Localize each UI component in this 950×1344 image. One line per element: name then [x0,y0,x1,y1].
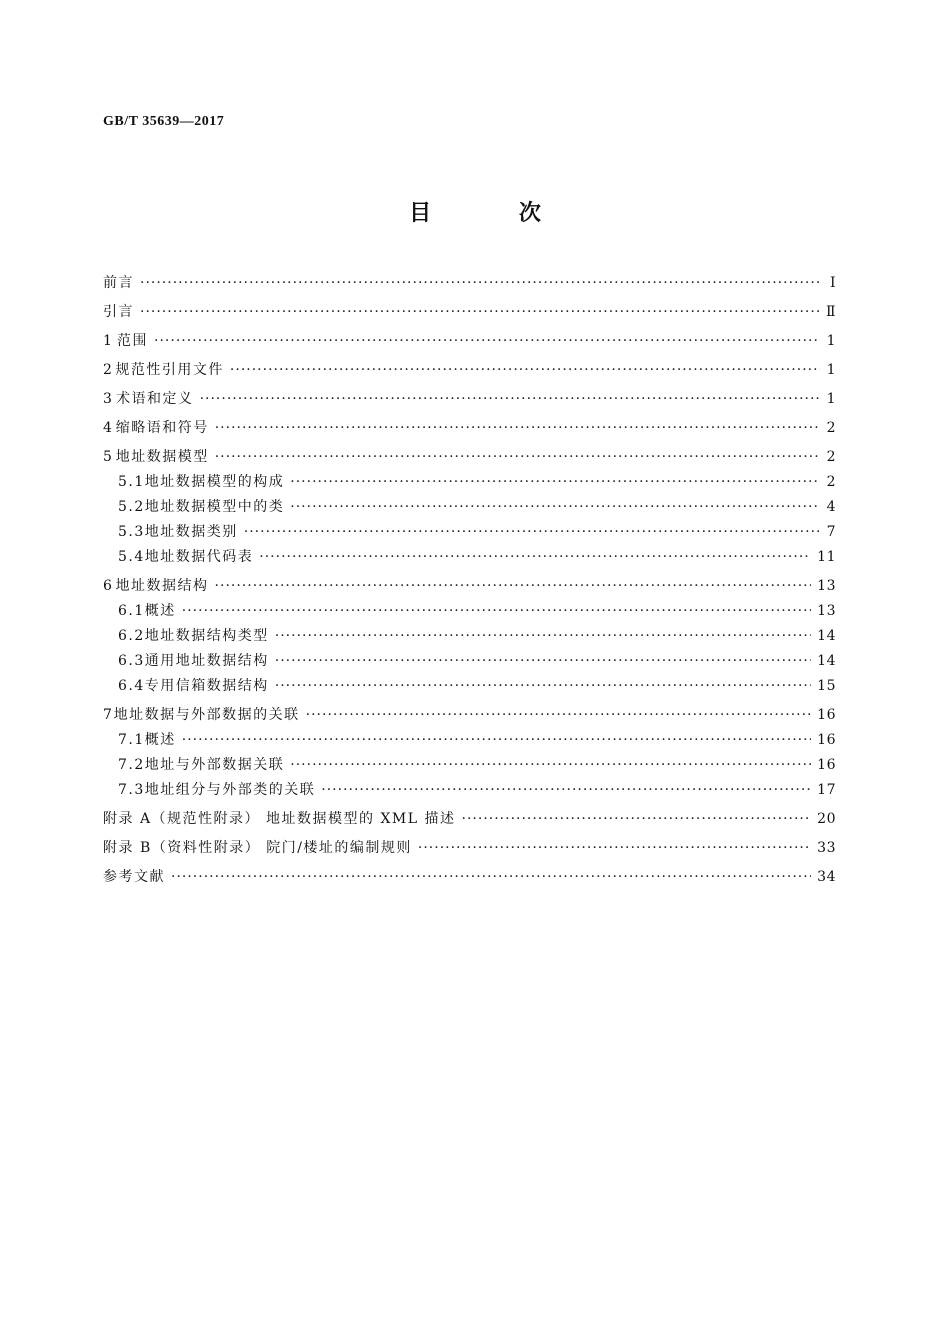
dot-leader [230,362,820,378]
dot-leader [140,275,820,291]
toc-entry-page: 7 [826,524,836,540]
dot-leader [259,549,811,565]
toc-entry[interactable] [103,754,836,772]
toc-entry-label: 地址数据模型的构成 [144,474,285,490]
dot-leader [200,391,820,407]
toc-entry-page: 2 [826,449,836,465]
toc-entry[interactable] [103,779,836,797]
toc-entry[interactable] [103,625,836,643]
toc-entry-label: 附录 A（规范性附录） 地址数据模型的 XML 描述 [103,811,456,827]
toc-entry-number: 5.4 [118,549,145,565]
toc-entry-page: 13 [817,603,836,619]
toc-entry-label: 地址数据代码表 [144,549,254,565]
toc-entry-page: 13 [817,578,836,594]
toc-entry[interactable] [103,808,836,826]
toc-entry-page: 33 [817,840,836,856]
toc-entry[interactable] [103,496,836,514]
toc-entry[interactable] [103,446,836,464]
page-title: 目 次 [409,201,581,226]
dot-leader [182,603,811,619]
toc-entry-number: 6.2 [118,628,145,644]
toc-entry-label: 缩略语和符号 [115,420,209,436]
toc-entry-label: 地址数据结构 [115,578,209,594]
dot-leader [244,524,820,540]
toc-entry-page: 20 [817,811,836,827]
dot-leader [306,707,812,723]
toc-entry-number: 7 [103,707,114,723]
toc-entry-number: 1 [103,333,114,349]
toc-entry-number: 5 [103,449,114,465]
toc-entry-number: 5.2 [118,499,145,515]
toc-entry[interactable] [103,837,836,855]
toc-entry-page: 1 [826,391,836,407]
dot-leader [215,578,812,594]
toc-entry-page: 4 [826,499,836,515]
toc-entry[interactable] [103,471,836,489]
toc-entry-label: 术语和定义 [116,391,194,407]
toc-entry-number: 7.2 [118,757,145,773]
dot-leader [290,757,811,773]
toc-entry-number: 6.3 [118,653,145,669]
toc-entry-label: 概述 [144,603,176,619]
toc-entry-number: 2 [103,362,114,378]
toc-entry-label: 专用信箱数据结构 [144,678,269,694]
toc-entry-page: 2 [826,420,836,436]
toc-entry[interactable] [103,704,836,722]
toc-entry-label: 地址数据模型中的类 [144,499,285,515]
toc-entry[interactable] [103,272,836,290]
toc-entry[interactable] [103,417,836,435]
toc-entry-page: 14 [817,653,836,669]
toc-entry-label: 参考文献 [103,869,165,885]
toc-entry-page: 1 [826,362,836,378]
toc-entry-page: 11 [817,549,836,565]
dot-leader [182,732,811,748]
toc-entry-label: 地址组分与外部类的关联 [144,782,316,798]
toc-entry-page: 17 [817,782,836,798]
dot-leader [215,420,820,436]
toc-entry-label: 范围 [117,333,149,349]
toc-entry-page: 34 [817,869,836,885]
toc-entry-label: 地址数据结构类型 [144,628,269,644]
dot-leader [171,869,811,885]
toc-entry-page: 16 [817,732,836,748]
dot-leader [290,499,820,515]
toc-entry[interactable] [103,521,836,539]
table-of-contents [103,272,836,884]
toc-entry[interactable] [103,546,836,564]
toc-entry[interactable] [103,650,836,668]
toc-entry-page: 2 [826,474,836,490]
dot-leader [154,333,820,349]
toc-entry-number: 3 [103,391,114,407]
toc-entry-label: 地址数据类别 [144,524,238,540]
dot-leader [275,653,811,669]
toc-entry-page: 14 [817,628,836,644]
toc-entry[interactable] [103,330,836,348]
dot-leader [418,840,811,856]
toc-entry[interactable] [103,729,836,747]
toc-entry-number: 7.1 [118,732,145,748]
toc-entry-label: 通用地址数据结构 [144,653,269,669]
toc-entry-label: 规范性引用文件 [115,362,224,378]
toc-entry[interactable] [103,388,836,406]
toc-entry[interactable] [103,301,836,319]
document-code: GB/T 35639—2017 [103,114,225,129]
toc-entry-number: 5.1 [118,474,145,490]
toc-entry-label: 概述 [144,732,176,748]
toc-entry-label: 地址数据与外部数据的关联 [113,707,300,723]
toc-entry-label: 前言 [103,275,134,291]
dot-leader [290,474,820,490]
toc-entry-page: 16 [817,707,836,723]
toc-entry-number: 6 [103,578,114,594]
toc-entry-page: Ⅱ [825,304,836,320]
toc-entry-page: 16 [817,757,836,773]
toc-entry-page: 15 [817,678,836,694]
toc-entry-number: 6.1 [118,603,145,619]
toc-entry-label: 附录 B（资料性附录） 院门/楼址的编制规则 [103,840,412,856]
toc-entry[interactable] [103,359,836,377]
toc-entry-label: 地址数据模型 [115,449,209,465]
toc-entry-label: 地址与外部数据关联 [144,757,285,773]
toc-entry[interactable] [103,675,836,693]
toc-entry[interactable] [103,575,836,593]
dot-leader [321,782,811,798]
dot-leader [140,304,820,320]
toc-entry-page: Ⅰ [829,275,836,291]
dot-leader [462,811,812,827]
toc-entry[interactable] [103,600,836,618]
dot-leader [275,678,811,694]
dot-leader [215,449,820,465]
toc-entry-number: 7.3 [118,782,145,798]
toc-entry-number: 5.3 [118,524,145,540]
toc-entry[interactable] [103,866,836,884]
dot-leader [275,628,811,644]
toc-entry-number: 6.4 [118,678,145,694]
toc-entry-label: 引言 [103,304,134,320]
toc-entry-page: 1 [826,333,836,349]
toc-entry-number: 4 [103,420,114,436]
